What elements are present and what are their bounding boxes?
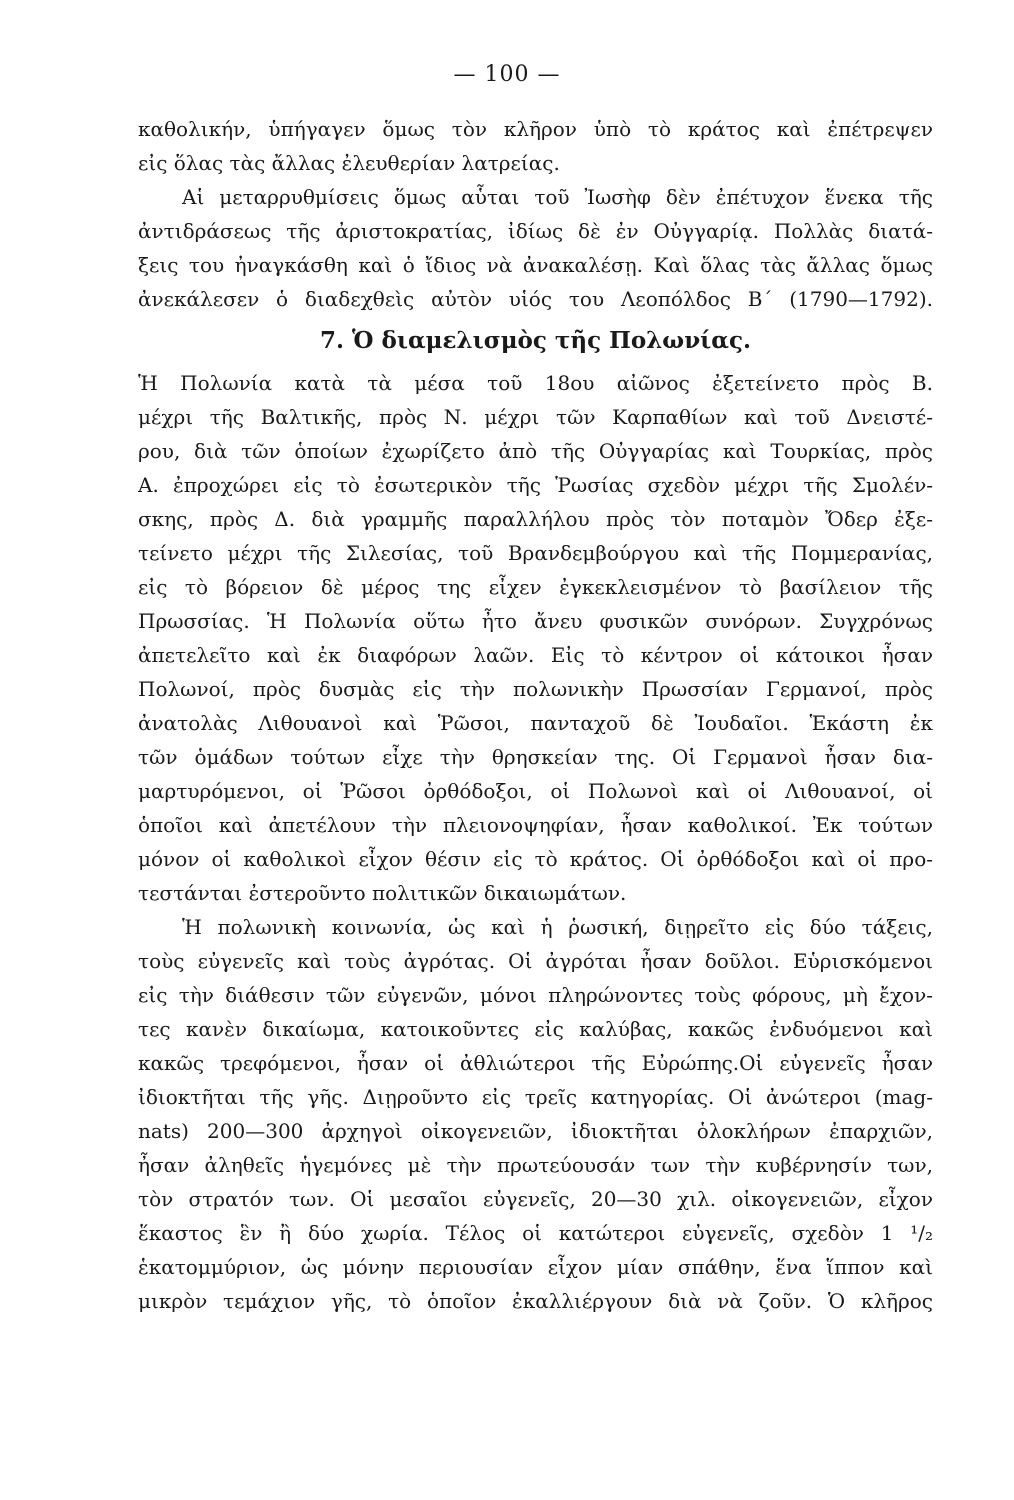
text-line: ἰδιοκτῆται τῆς γῆς. Διῃροῦντο εἰς τρεῖς κατηγορίας. Οἱ ἀνώτεροι (mag- bbox=[138, 1085, 933, 1109]
text-line: ρου, διὰ τῶν ὁποίων ἐχωρίζετο ἀπὸ τῆς Οὐγγαρίας καὶ Τουρκίας, πρὸς bbox=[138, 439, 933, 463]
text-line: Πολωνοί, πρὸς δυσμὰς εἰς τὴν πολωνικὴν Πρωσσίαν Γερμανοί, πρὸς bbox=[138, 677, 933, 701]
text-line: ἀνεκάλεσεν ὁ διαδεχθεὶς αὐτὸν υἱός του Λεοπόλδος Β΄ (1790—1792). bbox=[138, 287, 933, 311]
text-line: ὁποῖοι καὶ ἀπετέλουν τὴν πλειονοψηφίαν, ἦσαν καθολικοί. Ἐκ τούτων bbox=[138, 813, 933, 837]
text-line: τεστάνται ἐστεροῦντο πολιτικῶν δικαιωμάτων. bbox=[138, 881, 627, 905]
text-line: ἀνατολὰς Λιθουανοὶ καὶ Ῥῶσοι, πανταχοῦ δὲ Ἰουδαῖοι. Ἑκάστη ἐκ bbox=[138, 711, 933, 735]
text-line: nats) 200—300 ἀρχηγοὶ οἰκογενειῶν, ἰδιοκτῆται ὁλοκλήρων ἐπαρχιῶν, bbox=[138, 1119, 933, 1143]
text-line: σκης, πρὸς Δ. διὰ γραμμῆς παραλλήλου πρὸς τὸν ποταμὸν Ὄδερ ἐξε- bbox=[138, 507, 933, 531]
text-line: ξεις του ἠναγκάσθη καὶ ὁ ἴδιος νὰ ἀνακαλέσῃ. Καὶ ὅλας τὰς ἄλλας ὅμως bbox=[138, 253, 933, 277]
text-line: Αἱ μεταρρυθμίσεις ὅμως αὗται τοῦ Ἰωσὴφ δὲν ἐπέτυχον ἕνεκα τῆς bbox=[182, 185, 933, 209]
text-line: μέχρι τῆς Βαλτικῆς, πρὸς Ν. μέχρι τῶν Καρπαθίων καὶ τοῦ Δνειστέ- bbox=[138, 405, 933, 429]
text-line: κακῶς τρεφόμενοι, ἦσαν οἱ ἀθλιώτεροι τῆς Εὐρώπης.Οἱ εὐγενεῖς ἦσαν bbox=[138, 1051, 933, 1075]
text-line: Ἡ Πολωνία κατὰ τὰ μέσα τοῦ 18ου αἰῶνος ἐξετείνετο πρὸς Β. bbox=[138, 371, 933, 395]
text-line: τῶν ὁμάδων τούτων εἶχε τὴν θρησκείαν της. Οἱ Γερμανοὶ ἦσαν δια- bbox=[138, 745, 933, 769]
text-line: ἦσαν ἀληθεῖς ἡγεμόνες μὲ τὴν πρωτεύουσάν των τὴν κυβέρνησίν των, bbox=[138, 1153, 933, 1177]
text-line: εἰς τὴν διάθεσιν τῶν εὐγενῶν, μόνοι πληρώνοντες τοὺς φόρους, μὴ ἔχον- bbox=[138, 983, 933, 1007]
text-line: Α. ἐπροχώρει εἰς τὸ ἐσωτερικὸν τῆς Ῥωσίας σχεδὸν μέχρι τῆς Σμολέν- bbox=[138, 473, 933, 497]
text-line: τὸν στρατόν των. Οἱ μεσαῖοι εὐγενεῖς, 20—30 χιλ. οἰκογενειῶν, εἶχον bbox=[138, 1187, 933, 1211]
text-line: ἕκαστος ἓν ἢ δύο χωρία. Τέλος οἱ κατώτεροι εὐγενεῖς, σχεδὸν 1 ¹/₂ bbox=[138, 1221, 933, 1245]
text-line: ἑκατομμύριον, ὡς μόνην περιουσίαν εἶχον μίαν σπάθην, ἕνα ἵππον καὶ bbox=[138, 1255, 933, 1279]
text-line: μόνον οἱ καθολικοὶ εἶχον θέσιν εἰς τὸ κράτος. Οἱ ὀρθόδοξοι καὶ οἱ προ- bbox=[138, 847, 933, 871]
text-line: εἰς ὅλας τὰς ἄλλας ἐλευθερίαν λατρείας. bbox=[138, 151, 560, 175]
text-line: τες κανὲν δικαίωμα, κατοικοῦντες εἰς καλύβας, κακῶς ἐνδυόμενοι καὶ bbox=[138, 1017, 933, 1041]
text-line: ἀπετελεῖτο καὶ ἐκ διαφόρων λαῶν. Εἰς τὸ κέντρον οἱ κάτοικοι ἦσαν bbox=[138, 643, 933, 667]
text-line: τοὺς εὐγενεῖς καὶ τοὺς ἀγρότας. Οἱ ἀγρόται ἦσαν δοῦλοι. Εὑρισκόμενοι bbox=[138, 949, 933, 973]
text-line: Πρωσσίας. Ἡ Πολωνία οὕτω ἦτο ἄνευ φυσικῶν συνόρων. Συγχρόνως bbox=[138, 609, 933, 633]
body-text bbox=[138, 112, 933, 1318]
paragraph-1 bbox=[138, 112, 933, 180]
section-heading: 7. Ὁ διαμελισμὸς τῆς Πολωνίας. bbox=[319, 327, 751, 354]
text-line: καθολικήν, ὑπήγαγεν ὅμως τὸν κλῆρον ὑπὸ τὸ κράτος καὶ ἐπέτρεψεν bbox=[138, 117, 933, 141]
text-line: μαρτυρόμενοι, οἱ Ῥῶσοι ὀρθόδοξοι, οἱ Πολωνοὶ καὶ οἱ Λιθουανοί, οἱ bbox=[138, 779, 933, 803]
text-line: εἰς τὸ βόρειον δὲ μέρος της εἶχεν ἐγκεκλεισμένον τὸ βασίλειον τῆς bbox=[138, 575, 933, 599]
paragraph-3 bbox=[138, 366, 933, 910]
text-line: Ἡ πολωνικὴ κοινωνία, ὡς καὶ ἡ ῥωσική, διῃρεῖτο εἰς δύο τάξεις, bbox=[182, 915, 933, 939]
paragraph-4 bbox=[138, 910, 933, 1318]
text-line: τείνετο μέχρι τῆς Σιλεσίας, τοῦ Βρανδεμβούργου καὶ τῆς Πομμερανίας, bbox=[138, 541, 933, 565]
paragraph-2 bbox=[138, 180, 933, 316]
text-line: ἀντιδράσεως τῆς ἀριστοκρατίας, ἰδίως δὲ ἐν Οὐγγαρίᾳ. Πολλὰς διατά- bbox=[138, 219, 933, 243]
page-number: — 100 — bbox=[453, 62, 561, 87]
text-line: μικρὸν τεμάχιον γῆς, τὸ ὁποῖον ἐκαλλιέργουν διὰ νὰ ζοῦν. Ὁ κλῆρος bbox=[138, 1289, 933, 1313]
